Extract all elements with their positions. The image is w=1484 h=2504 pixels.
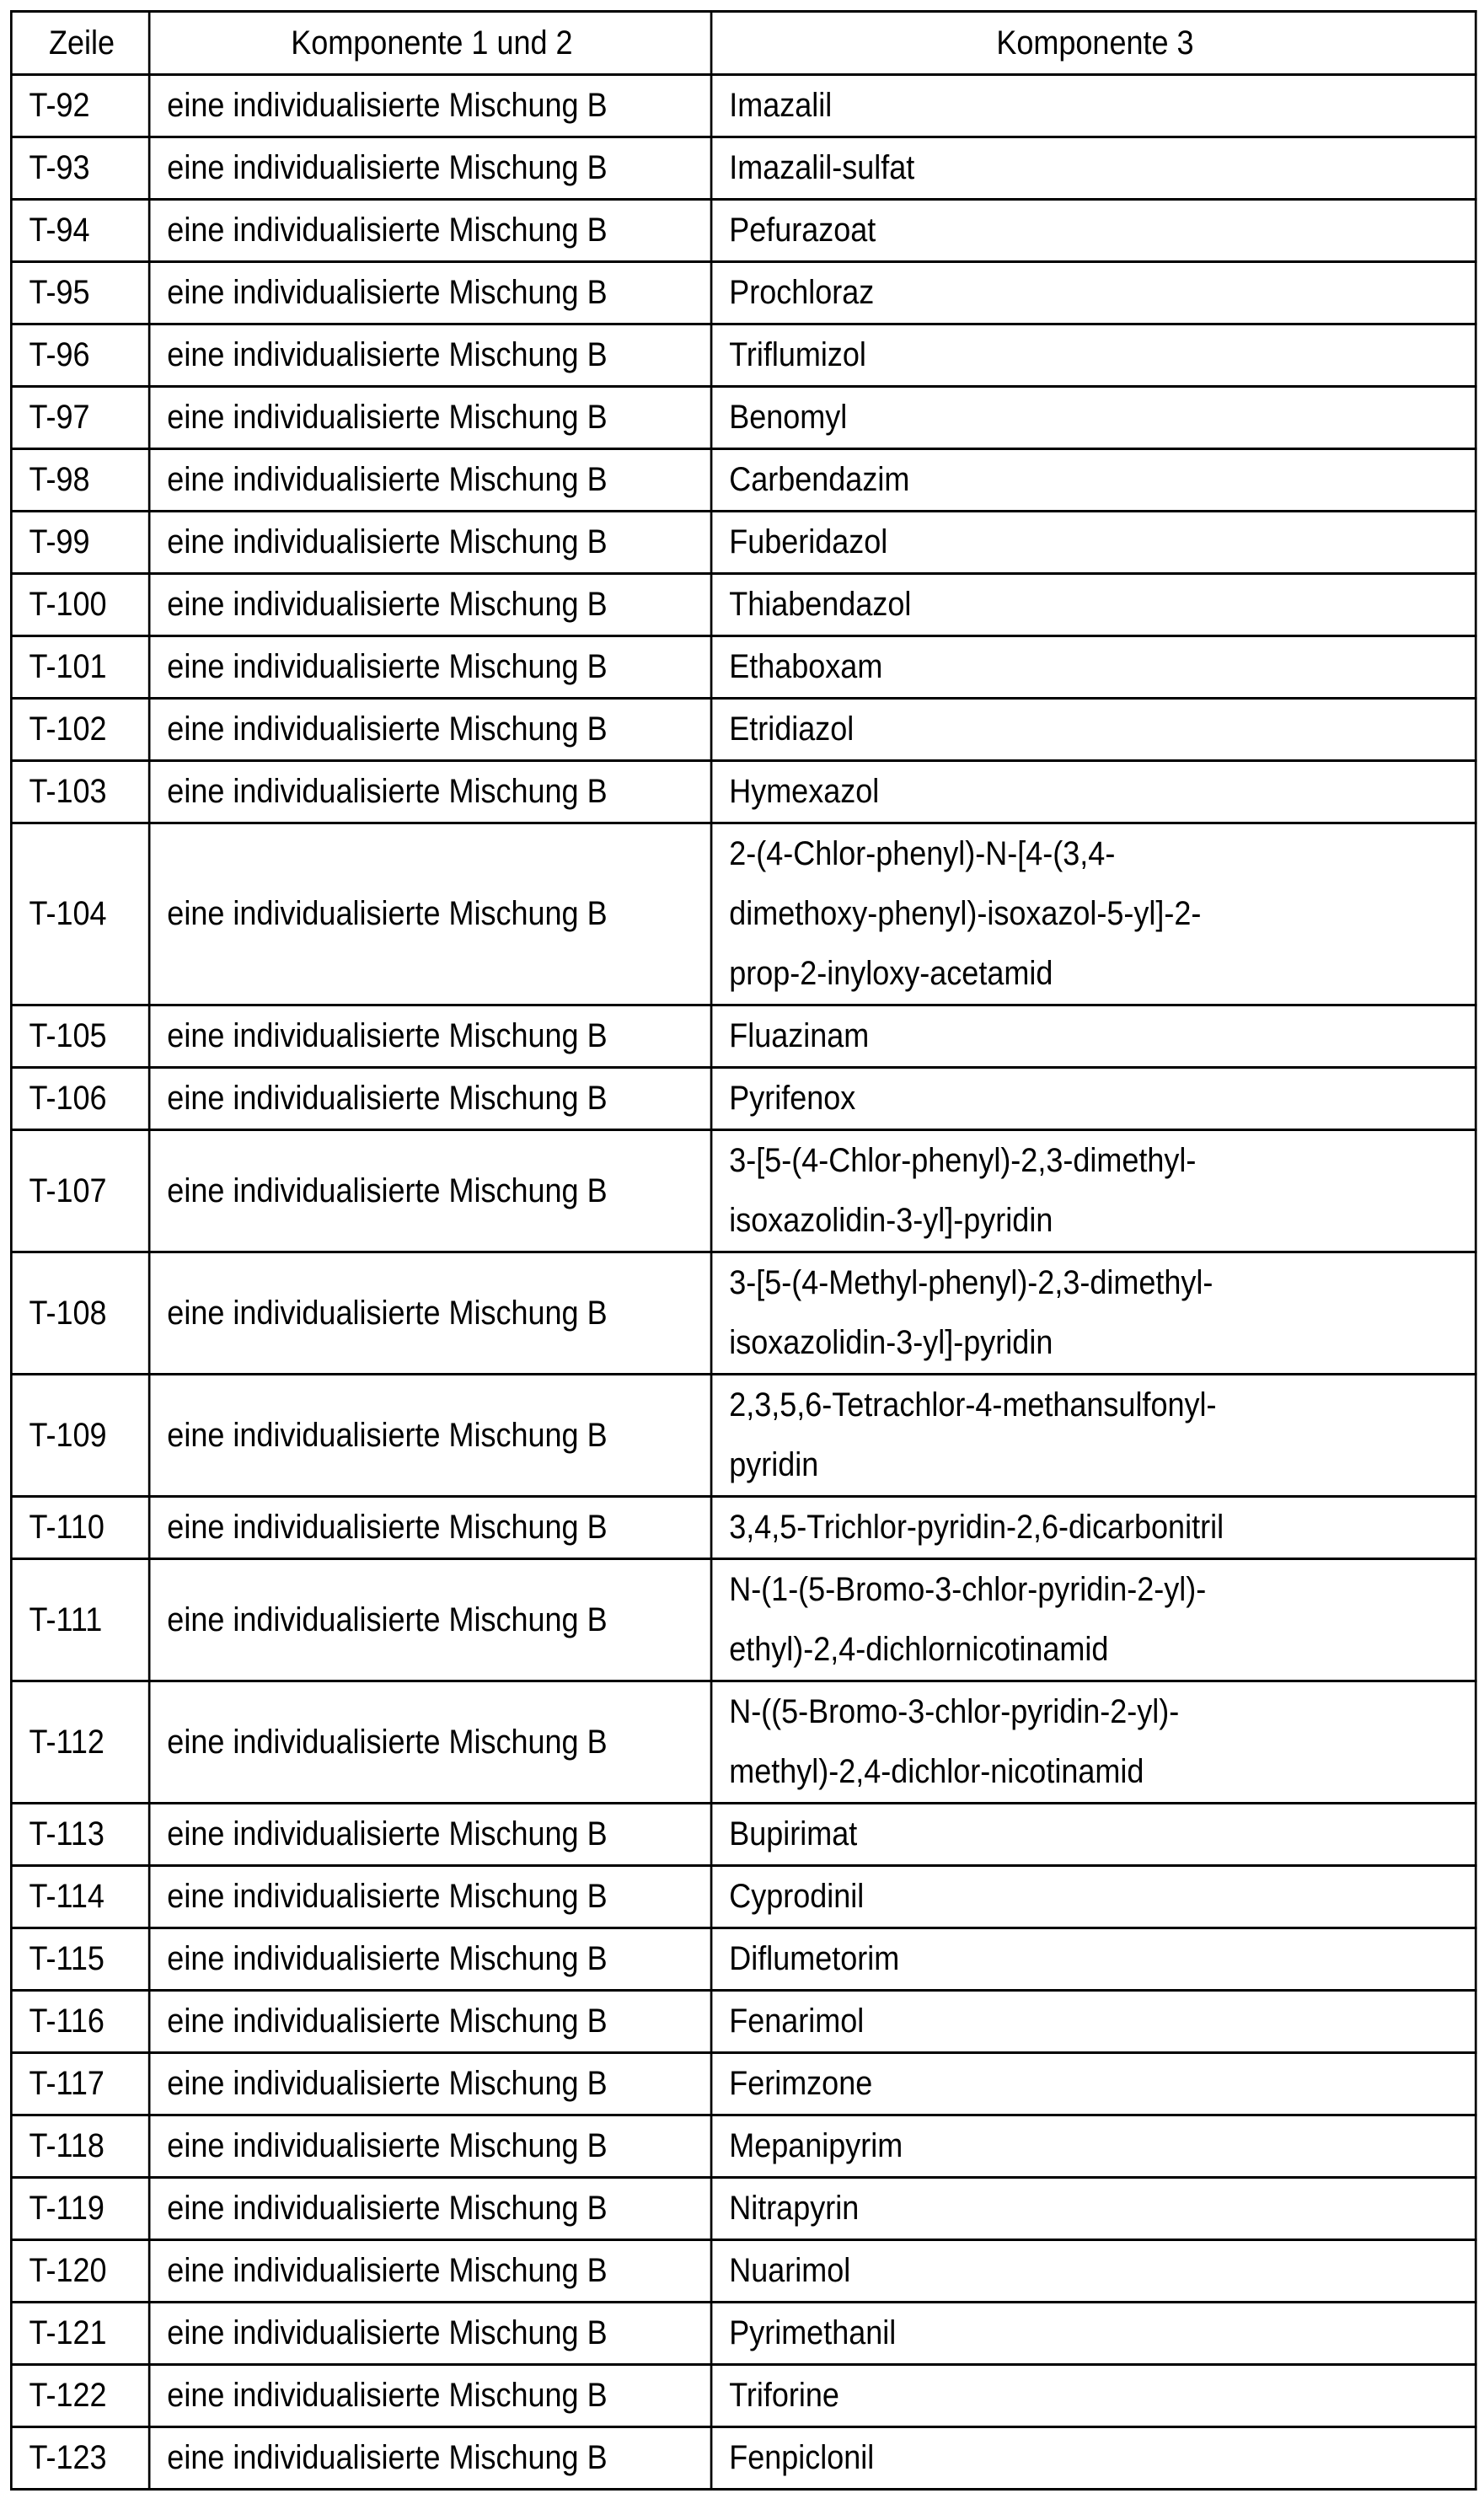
table-row (11, 512, 1476, 574)
cell-zeile: T-115 (11, 1928, 149, 1991)
cell-komponente-3: Pyrifenox (711, 1068, 1476, 1130)
table-header-row (11, 12, 1476, 75)
cell-zeile: T-95 (11, 262, 149, 324)
cell-zeile: T-121 (11, 2303, 149, 2365)
table-row (11, 2303, 1476, 2365)
cell-komponente-3: Thiabendazol (711, 574, 1476, 636)
header-zeile: Zeile (11, 12, 149, 75)
cell-zeile: T-97 (11, 387, 149, 449)
cell-komponente-1-und-2: eine individualisierte Mischung B (149, 2303, 711, 2365)
cell-zeile: T-108 (11, 1252, 149, 1375)
cell-komponente-3: Pefurazoat (711, 200, 1476, 262)
cell-komponente-3: Nitrapyrin (711, 2178, 1476, 2240)
table-row (11, 1928, 1476, 1991)
cell-komponente-1-und-2: eine individualisierte Mischung B (149, 1252, 711, 1375)
table-row (11, 574, 1476, 636)
cell-komponente-1-und-2: eine individualisierte Mischung B (149, 387, 711, 449)
table-row (11, 636, 1476, 699)
cell-zeile: T-120 (11, 2240, 149, 2303)
table-row (11, 2427, 1476, 2490)
cell-komponente-1-und-2: eine individualisierte Mischung B (149, 137, 711, 200)
cell-zeile: T-107 (11, 1130, 149, 1252)
table-row (11, 1068, 1476, 1130)
cell-komponente-1-und-2: eine individualisierte Mischung B (149, 1068, 711, 1130)
cell-komponente-1-und-2: eine individualisierte Mischung B (149, 1681, 711, 1804)
cell-komponente-3: Imazalil-sulfat (711, 137, 1476, 200)
cell-komponente-3: Mepanipyrim (711, 2115, 1476, 2178)
cell-komponente-3: Triforine (711, 2365, 1476, 2427)
cell-komponente-3: 3,4,5-Trichlor-pyridin-2,6-dicarbonitril (711, 1497, 1476, 1559)
cell-komponente-1-und-2: eine individualisierte Mischung B (149, 2240, 711, 2303)
header-komponente-3: Komponente 3 (711, 12, 1476, 75)
cell-komponente-3: Nuarimol (711, 2240, 1476, 2303)
cell-komponente-1-und-2: eine individualisierte Mischung B (149, 324, 711, 387)
table-row (11, 137, 1476, 200)
cell-komponente-3: Carbendazim (711, 449, 1476, 512)
cell-zeile: T-110 (11, 1497, 149, 1559)
cell-zeile: T-112 (11, 1681, 149, 1804)
cell-zeile: T-117 (11, 2053, 149, 2115)
cell-komponente-3: Ferimzone (711, 2053, 1476, 2115)
table-row (11, 200, 1476, 262)
table-row (11, 1681, 1476, 1804)
table-row (11, 1252, 1476, 1375)
cell-komponente-1-und-2: eine individualisierte Mischung B (149, 823, 711, 1005)
cell-zeile: T-100 (11, 574, 149, 636)
cell-komponente-3: Ethaboxam (711, 636, 1476, 699)
table-row (11, 2053, 1476, 2115)
cell-komponente-3: Triflumizol (711, 324, 1476, 387)
table-row (11, 324, 1476, 387)
cell-komponente-1-und-2: eine individualisierte Mischung B (149, 2178, 711, 2240)
table-row (11, 1497, 1476, 1559)
cell-zeile: T-104 (11, 823, 149, 1005)
cell-komponente-1-und-2: eine individualisierte Mischung B (149, 1005, 711, 1068)
cell-komponente-3: Fuberidazol (711, 512, 1476, 574)
table-row (11, 761, 1476, 823)
table-row (11, 387, 1476, 449)
table-row (11, 262, 1476, 324)
cell-komponente-1-und-2: eine individualisierte Mischung B (149, 1130, 711, 1252)
cell-komponente-3: Fluazinam (711, 1005, 1476, 1068)
cell-komponente-1-und-2: eine individualisierte Mischung B (149, 636, 711, 699)
cell-komponente-3: Cyprodinil (711, 1866, 1476, 1928)
cell-zeile: T-102 (11, 699, 149, 761)
cell-komponente-1-und-2: eine individualisierte Mischung B (149, 1497, 711, 1559)
cell-komponente-3: Diflumetorim (711, 1928, 1476, 1991)
header-komponente-1-und-2: Komponente 1 und 2 (149, 12, 711, 75)
cell-zeile: T-119 (11, 2178, 149, 2240)
cell-zeile: T-98 (11, 449, 149, 512)
cell-komponente-1-und-2: eine individualisierte Mischung B (149, 699, 711, 761)
cell-komponente-1-und-2: eine individualisierte Mischung B (149, 2365, 711, 2427)
cell-komponente-3: Fenarimol (711, 1991, 1476, 2053)
table-row (11, 75, 1476, 137)
cell-zeile: T-93 (11, 137, 149, 200)
cell-komponente-3: N-(1-(5-Bromo-3-chlor-pyridin-2-yl)- ethyl)-2,4-dichlornicotinamid (711, 1559, 1476, 1681)
cell-komponente-3: 2,3,5,6-Tetrachlor-4-methansulfonyl- pyridin (711, 1375, 1476, 1497)
cell-komponente-1-und-2: eine individualisierte Mischung B (149, 75, 711, 137)
cell-komponente-1-und-2: eine individualisierte Mischung B (149, 449, 711, 512)
table-row (11, 699, 1476, 761)
mixture-table (10, 10, 1477, 2491)
table-row (11, 2365, 1476, 2427)
cell-komponente-1-und-2: eine individualisierte Mischung B (149, 1375, 711, 1497)
cell-komponente-1-und-2: eine individualisierte Mischung B (149, 1866, 711, 1928)
table-row (11, 449, 1476, 512)
cell-zeile: T-122 (11, 2365, 149, 2427)
table-row (11, 1559, 1476, 1681)
cell-komponente-1-und-2: eine individualisierte Mischung B (149, 1928, 711, 1991)
cell-zeile: T-106 (11, 1068, 149, 1130)
cell-zeile: T-99 (11, 512, 149, 574)
cell-zeile: T-114 (11, 1866, 149, 1928)
table-row (11, 1991, 1476, 2053)
cell-komponente-1-und-2: eine individualisierte Mischung B (149, 1559, 711, 1681)
table-row (11, 2178, 1476, 2240)
cell-komponente-3: N-((5-Bromo-3-chlor-pyridin-2-yl)- methyl)-2,4-dichlor-nicotinamid (711, 1681, 1476, 1804)
cell-komponente-1-und-2: eine individualisierte Mischung B (149, 2115, 711, 2178)
cell-komponente-3: Pyrimethanil (711, 2303, 1476, 2365)
table-body (11, 75, 1476, 2490)
cell-komponente-3: Hymexazol (711, 761, 1476, 823)
cell-zeile: T-103 (11, 761, 149, 823)
table-row (11, 1375, 1476, 1497)
cell-zeile: T-94 (11, 200, 149, 262)
cell-zeile: T-101 (11, 636, 149, 699)
cell-komponente-3: Imazalil (711, 75, 1476, 137)
table-row (11, 823, 1476, 1005)
table-row (11, 1804, 1476, 1866)
cell-komponente-3: Etridiazol (711, 699, 1476, 761)
cell-zeile: T-111 (11, 1559, 149, 1681)
cell-komponente-3: Bupirimat (711, 1804, 1476, 1866)
cell-komponente-3: Prochloraz (711, 262, 1476, 324)
cell-komponente-1-und-2: eine individualisierte Mischung B (149, 512, 711, 574)
table-row (11, 1866, 1476, 1928)
cell-komponente-1-und-2: eine individualisierte Mischung B (149, 761, 711, 823)
cell-komponente-1-und-2: eine individualisierte Mischung B (149, 1804, 711, 1866)
cell-komponente-3: 3-[5-(4-Chlor-phenyl)-2,3-dimethyl- isoxazolidin-3-yl]-pyridin (711, 1130, 1476, 1252)
cell-komponente-1-und-2: eine individualisierte Mischung B (149, 1991, 711, 2053)
cell-zeile: T-123 (11, 2427, 149, 2490)
cell-zeile: T-118 (11, 2115, 149, 2178)
cell-komponente-3: 3-[5-(4-Methyl-phenyl)-2,3-dimethyl- isoxazolidin-3-yl]-pyridin (711, 1252, 1476, 1375)
cell-komponente-1-und-2: eine individualisierte Mischung B (149, 2053, 711, 2115)
cell-zeile: T-109 (11, 1375, 149, 1497)
cell-komponente-1-und-2: eine individualisierte Mischung B (149, 574, 711, 636)
cell-komponente-3: Benomyl (711, 387, 1476, 449)
cell-zeile: T-113 (11, 1804, 149, 1866)
table-row (11, 2115, 1476, 2178)
cell-komponente-3: 2-(4-Chlor-phenyl)-N-[4-(3,4- dimethoxy-phenyl)-isoxazol-5-yl]-2- prop-2-inyloxy-acetamid (711, 823, 1476, 1005)
cell-zeile: T-96 (11, 324, 149, 387)
cell-komponente-1-und-2: eine individualisierte Mischung B (149, 262, 711, 324)
cell-zeile: T-105 (11, 1005, 149, 1068)
table-row (11, 1005, 1476, 1068)
cell-zeile: T-92 (11, 75, 149, 137)
table-row (11, 1130, 1476, 1252)
cell-komponente-3: Fenpiclonil (711, 2427, 1476, 2490)
cell-zeile: T-116 (11, 1991, 149, 2053)
cell-komponente-1-und-2: eine individualisierte Mischung B (149, 200, 711, 262)
table-row (11, 2240, 1476, 2303)
cell-komponente-1-und-2: eine individualisierte Mischung B (149, 2427, 711, 2490)
